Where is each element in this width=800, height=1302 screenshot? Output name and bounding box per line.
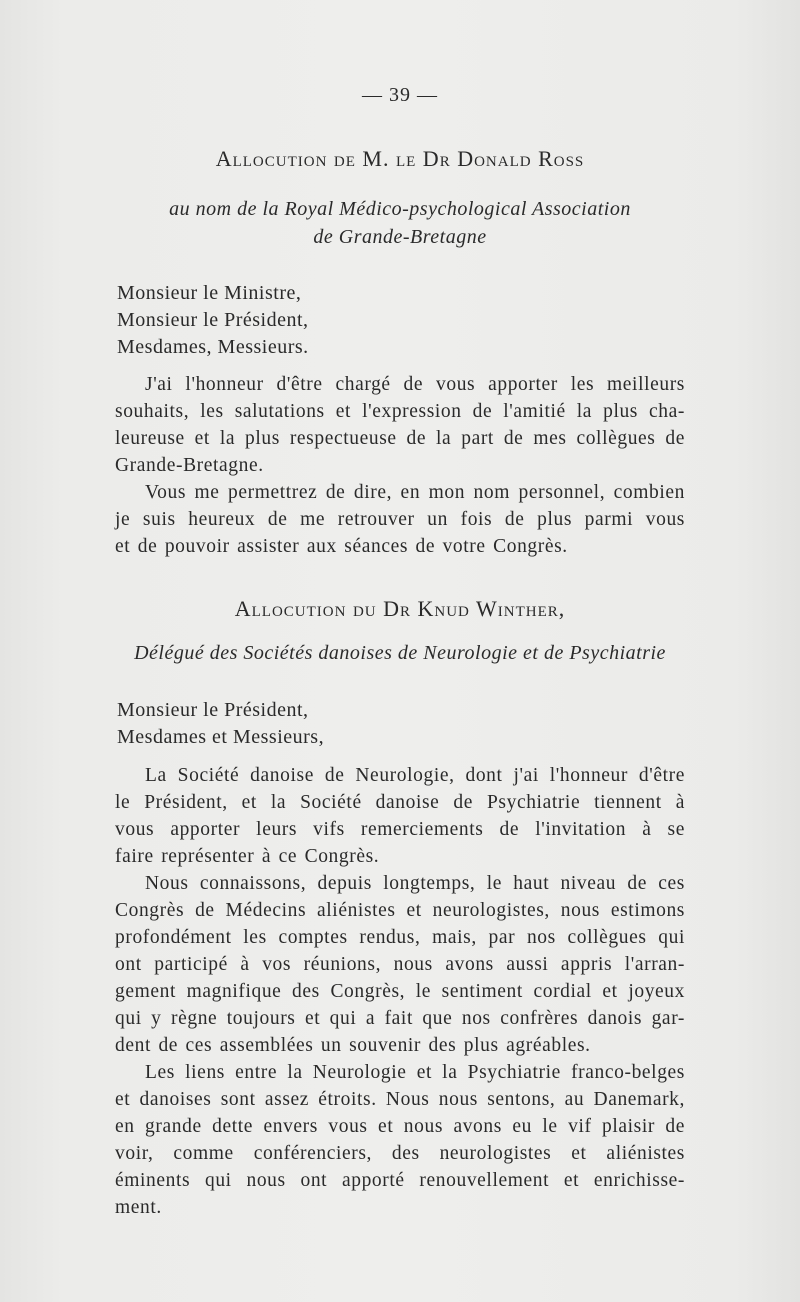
text-line: Nous connaissons, depuis longtemps, le haut niveau de ces [145, 873, 685, 894]
section2-paragraph3 [115, 1059, 685, 1221]
text-line: souhaits, les salutations et l'expression de l'amitié la plus cha- [115, 401, 685, 422]
text-line: Congrès de Médecins aliénistes et neurologistes, nous estimons [115, 900, 685, 921]
section2-paragraph2 [115, 870, 685, 1059]
section2-subtitle: Délégué des Sociétés danoises de Neurologie et de Psychiatrie [134, 642, 666, 664]
text-line: le Président, et la Société danoise de Psychiatrie tiennent à [115, 792, 685, 813]
text-line: et danoises sont assez étroits. Nous nous sentons, au Danemark, [115, 1089, 685, 1110]
text-line: gement magnifique des Congrès, le sentiment cordial et joyeux [115, 981, 685, 1002]
salutation-line: Mesdames et Messieurs, [117, 726, 325, 748]
text-line: ment. [115, 1197, 162, 1218]
text-line: en grande dette envers vous et nous avons eu le vif plaisir de [115, 1116, 685, 1137]
section2-salutation [117, 697, 324, 751]
text-line: voir, comme conférenciers, des neurologistes et aliénistes [115, 1143, 685, 1164]
text-line: qui y règne toujours et qui a fait que nos confrères danois gar- [115, 1008, 685, 1029]
section2-heading: Allocution du Dr Knud Winther, [234, 596, 566, 621]
salutation-line: Mesdames, Messieurs. [117, 336, 309, 358]
text-line: La Société danoise de Neurologie, dont j'ai l'honneur d'être [145, 765, 685, 786]
text-line: leureuse et la plus respectueuse de la part de mes collègues de [115, 428, 685, 449]
section1-subtitle-line2: de Grande-Bretagne [313, 226, 487, 248]
text-line: profondément les comptes rendus, mais, par nos collègues qui [115, 927, 685, 948]
text-line: Vous me permettrez de dire, en mon nom personnel, combien [145, 482, 685, 503]
text-line: éminents qui nous ont apporté renouvellement et enrichisse- [115, 1170, 685, 1191]
text-line: Grande-Bretagne. [115, 455, 264, 476]
text-line: vous apporter leurs vifs remerciements de l'invitation à se [115, 819, 685, 840]
section1-paragraph2 [115, 479, 685, 560]
text-line: et de pouvoir assister aux séances de votre Congrès. [115, 536, 568, 557]
section1-subtitle-line1: au nom de la Royal Médico-psychological Association [169, 198, 631, 220]
page-number: — 39 — [362, 84, 438, 106]
text-line: je suis heureux de me retrouver un fois de plus parmi vous [115, 509, 685, 530]
section1-paragraph1 [115, 371, 685, 479]
salutation-line: Monsieur le Ministre, [117, 282, 302, 304]
section1-salutation [117, 280, 309, 361]
text-line: faire représenter à ce Congrès. [115, 846, 380, 867]
salutation-line: Monsieur le Président, [117, 309, 309, 331]
text-line: J'ai l'honneur d'être chargé de vous apporter les meilleurs [145, 374, 685, 395]
text-line: ont participé à vos réunions, nous avons aussi appris l'arran- [115, 954, 685, 975]
text-line: Les liens entre la Neurologie et la Psychiatrie franco-belges [145, 1062, 685, 1083]
text-line: dent de ces assemblées un souvenir des plus agréables. [115, 1035, 591, 1056]
section2-paragraph1 [115, 762, 685, 870]
salutation-line: Monsieur le Président, [117, 699, 309, 721]
section1-heading: Allocution de M. le Dr Donald Ross [215, 146, 585, 171]
